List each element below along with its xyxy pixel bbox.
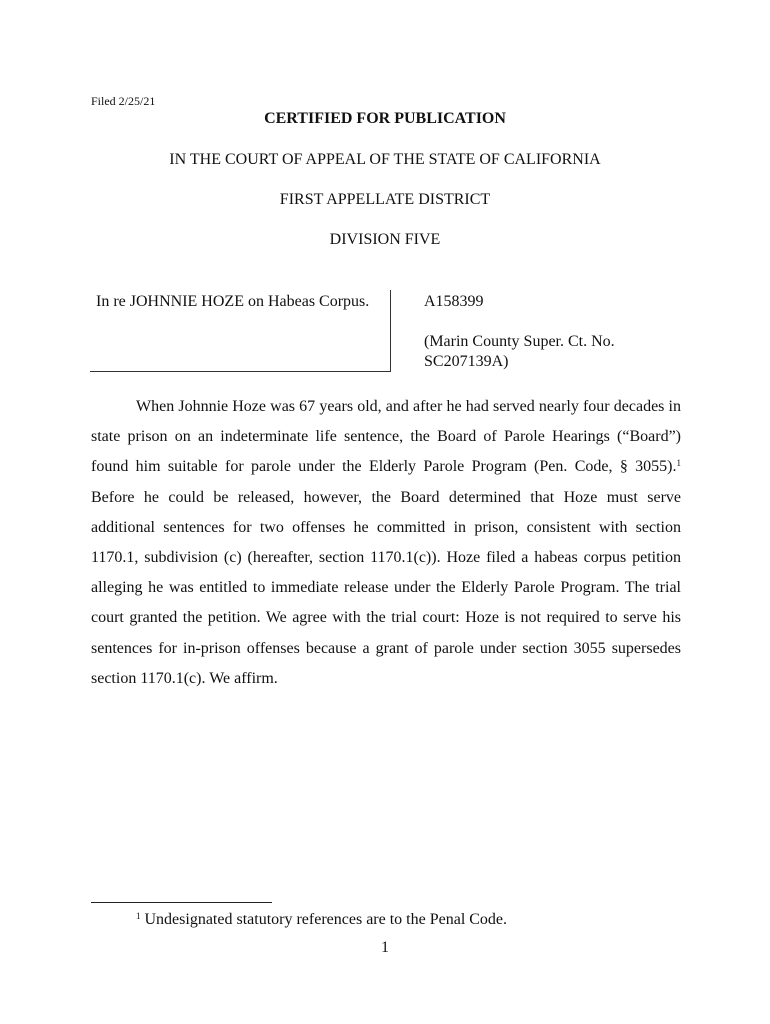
opinion-text-part2: Before he could be released, however, the Board determined that Hoze must serve additional sentences for two offenses he committed in prison, consistent with section 1170.1, subdivision (c) (hereafter, section 1170.1(c)). Hoze filed a habeas corpus petition alleging he was entitled to immediate release under the Elderly Parole Program. The trial court granted the petition. We agree with the trial court: Hoze is not required to serve his sentences for in-prison offenses because a grant of parole under section 3055 supersedes section 1170.1(c). We affirm. <box>91 488 681 687</box>
case-caption-party: In re JOHNNIE HOZE on Habeas Corpus. <box>96 293 370 310</box>
footnote-number: 1 <box>136 911 141 921</box>
footnote-separator <box>91 902 272 903</box>
case-number: A158399 <box>424 293 484 310</box>
division-heading: DIVISION FIVE <box>329 231 441 248</box>
opinion-text-part1: When Johnnie Hoze was 67 years old, and after he had served nearly four decades in state prison on an indeterminate life sentence, the Board of Parole Hearings (“Board”) found him suitable for parole under the Elderly Parole Program (Pen. Code, § 3055). <box>91 398 681 476</box>
district-heading: FIRST APPELLATE DISTRICT <box>279 191 491 208</box>
court-heading: IN THE COURT OF APPEAL OF THE STATE OF CALIFORNIA <box>169 151 601 168</box>
caption-vertical-divider <box>390 290 391 372</box>
certified-heading: CERTIFIED FOR PUBLICATION <box>264 110 506 127</box>
opinion-paragraph <box>91 392 681 694</box>
filed-date: Filed 2/25/21 <box>91 94 156 108</box>
caption-horizontal-divider <box>90 371 391 372</box>
case-caption-numbers <box>424 292 674 372</box>
page-number: 1 <box>381 939 389 956</box>
footnote <box>136 911 507 929</box>
footnote-text: Undesignated statutory references are to the Penal Code. <box>144 911 508 928</box>
footnote-reference: 1 <box>676 458 681 469</box>
lower-court-number: (Marin County Super. Ct. No. SC207139A) <box>424 333 615 370</box>
